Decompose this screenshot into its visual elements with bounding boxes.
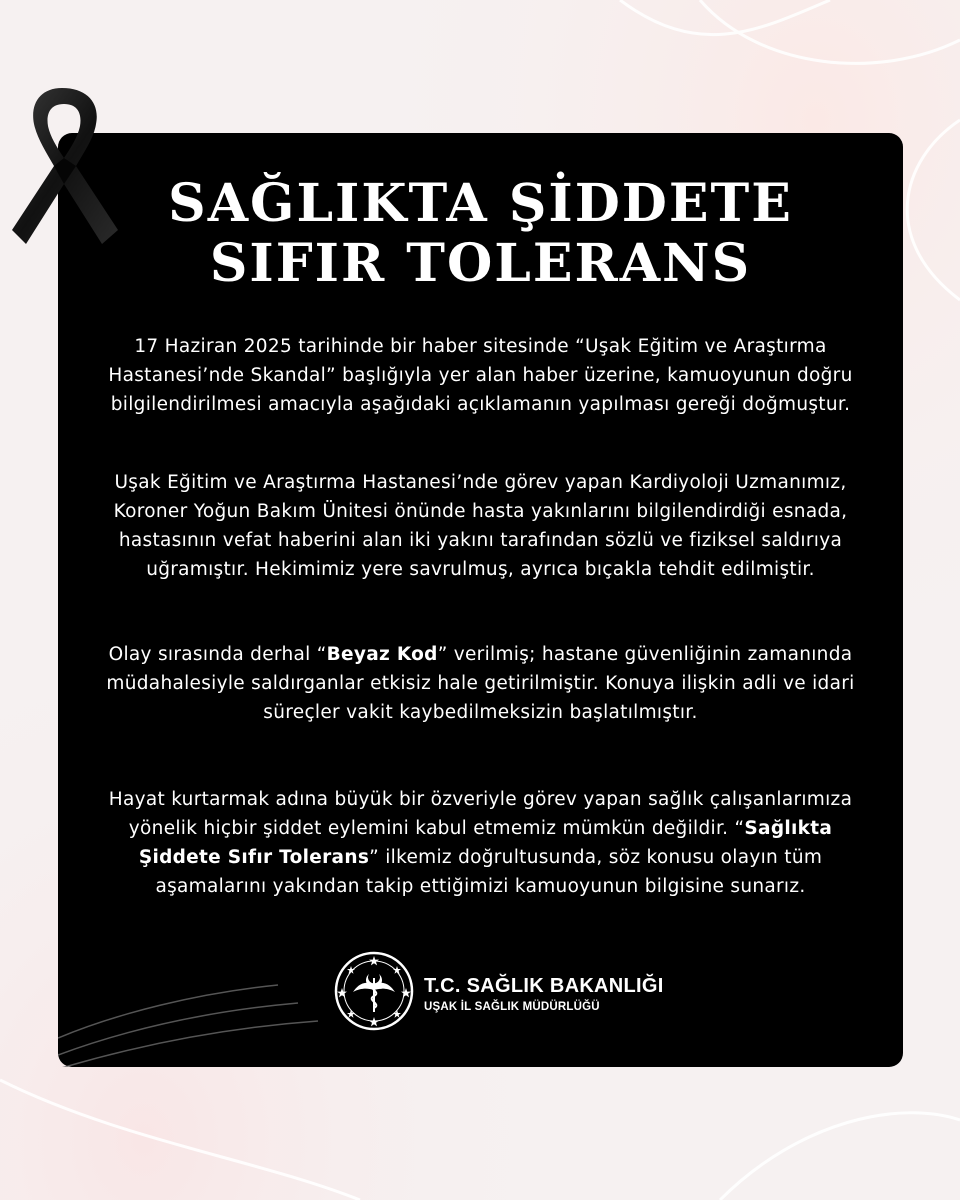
headline-line-2: SIFIR TOLERANS bbox=[209, 233, 752, 294]
paragraph-3-text-end: ” verilmiş; hastane güvenliğinin zamanında müdahalesiyle saldırganlar etkisiz hale getirilmiştir. Konuya ilişkin adli ve idari süreçler vakit kaybedilmeksizin başlatılmıştır. bbox=[106, 644, 855, 723]
paragraph-3-text-start: Olay sırasında derhal “ bbox=[108, 644, 327, 665]
ministry-signature bbox=[424, 975, 664, 1013]
black-mourning-ribbon-icon bbox=[4, 80, 126, 248]
beyaz-kod-emphasis: Beyaz Kod bbox=[326, 644, 438, 665]
paragraph-2: Uşak Eğitim ve Araştırma Hastanesi’nde görev yapan Kardiyoloji Uzmanımız, Koroner Yoğun Bakım Ünitesi önünde hasta yakınlarını bilgilendirdiği esnada, hastasının vefat haberini alan iki yakını tarafından sözlü ve fiziksel saldırıya uğramıştır. Hekimimiz yere savrulmuş, ayrıca bıçakla tehdit edilmiştir. bbox=[113, 472, 848, 580]
paragraph-3 bbox=[98, 640, 863, 727]
paragraph-1: 17 Haziran 2025 tarihinde bir haber sitesinde “Uşak Eğitim ve Araştırma Hastanesi’nde Skandal” başlığıyla yer alan haber üzerine, kamuoyunun doğru bilgilendirilmesi amacıyla aşağıdaki açıklamanın yapılması gereği doğmuştur. bbox=[108, 336, 853, 415]
directorate-name: UŞAK İL SAĞLIK MÜDÜRLÜĞÜ bbox=[424, 1001, 600, 1013]
paragraph-4-text-start: Hayat kurtarmak adına büyük bir özveriyle görev yapan sağlık çalışanlarımıza yönelik hiçbir şiddet eylemini kabul etmemiz mümkün değildir. “ bbox=[108, 789, 853, 839]
ministry-of-health-emblem-icon bbox=[333, 950, 415, 1032]
slogan-emphasis: Sağlıkta Şiddete Sıfır Tolerans bbox=[138, 818, 833, 868]
paragraph-4 bbox=[98, 785, 863, 901]
statement-card bbox=[58, 133, 903, 1067]
ministry-name: T.C. SAĞLIK BAKANLIĞI bbox=[424, 975, 664, 997]
paragraph-4-text-end: ” ilkemiz doğrultusunda, söz konusu olayın tüm aşamalarını yakından takip ettiğimizi kamuoyunun bilgisine sunarız. bbox=[155, 847, 823, 897]
headline-line-1: SAĞLIKTA ŞİDDETE bbox=[168, 173, 793, 234]
